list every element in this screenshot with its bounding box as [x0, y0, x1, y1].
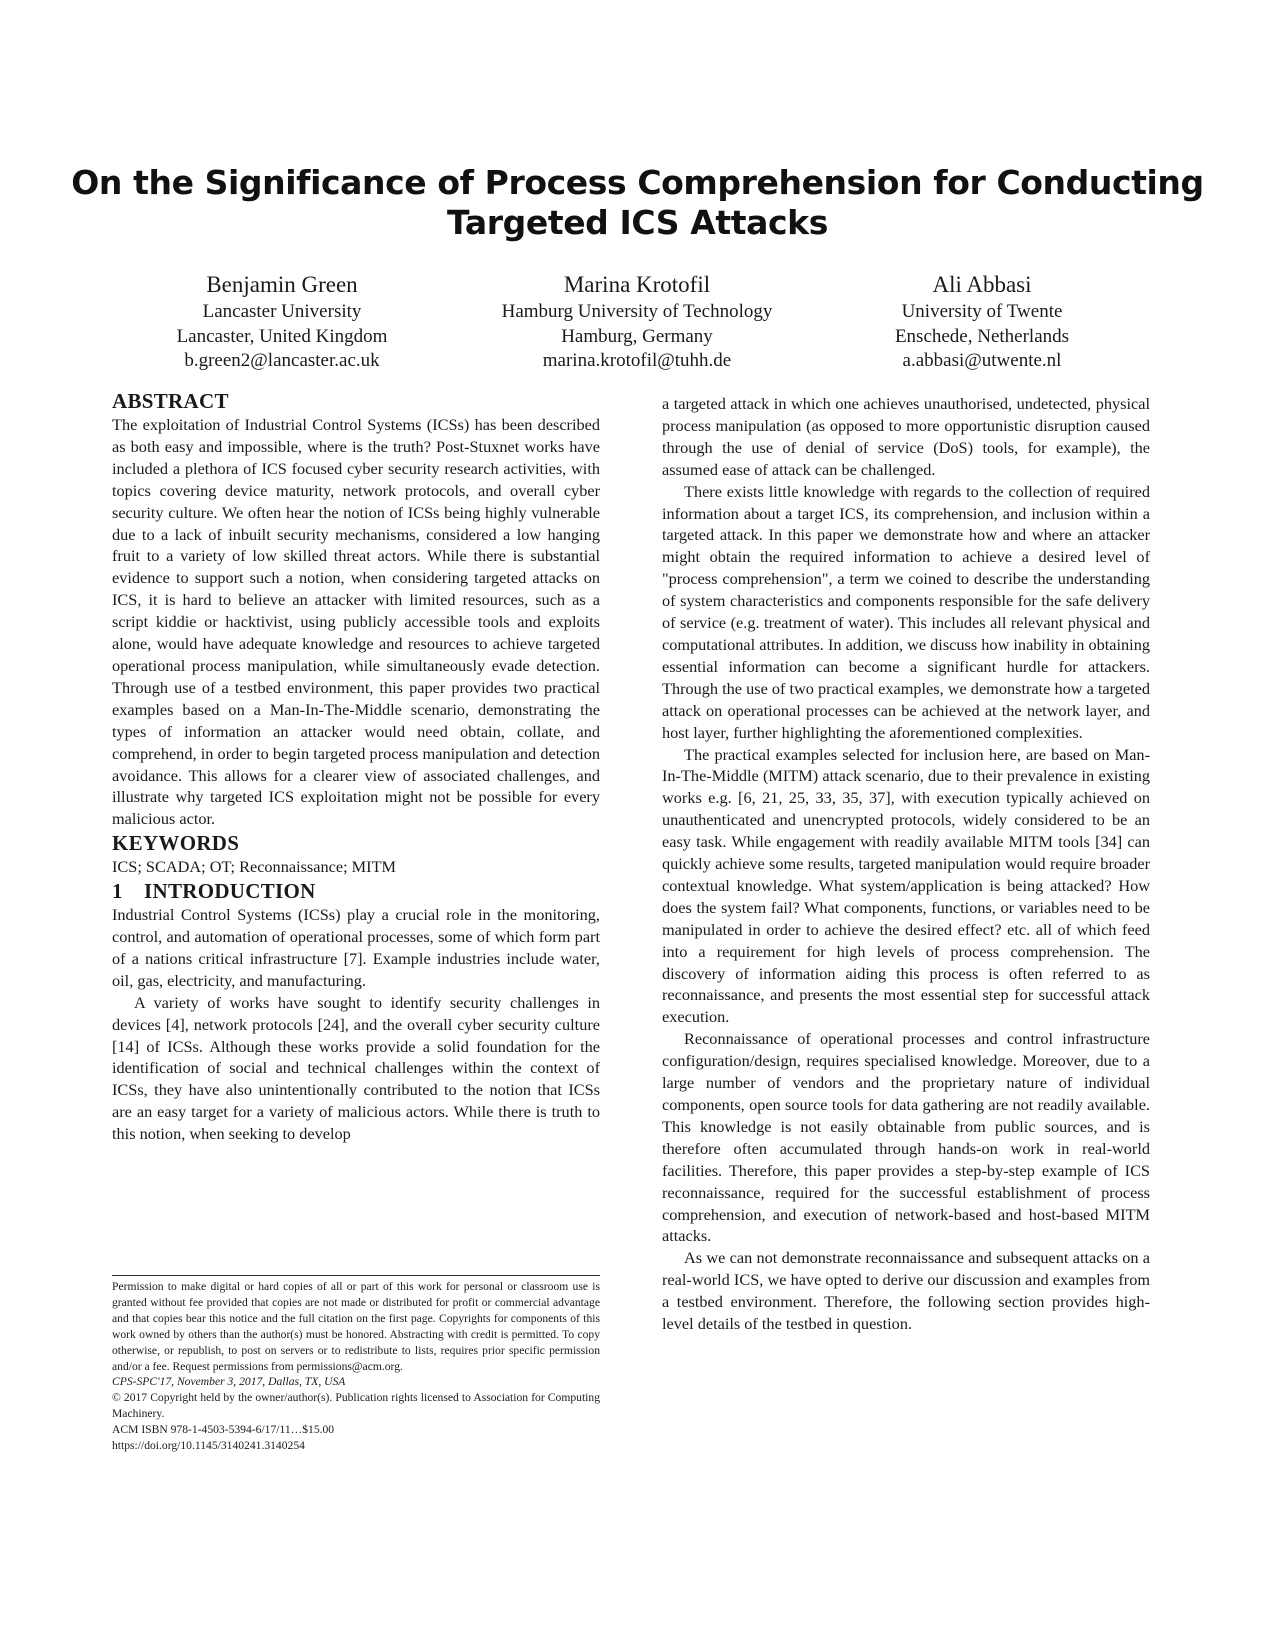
isbn: ACM ISBN 978-1-4503-5394-6/17/11…$15.00: [112, 1423, 335, 1437]
intro-paragraph: Industrial Control Systems (ICSs) play a crucial role in the monitoring, control, and automation of operational processes, some of which form part of a nations critical infrastructure [7]. Example industries include water, oil, gas, electricity, and manufacturing.: [112, 905, 600, 990]
section-number: 1: [112, 879, 123, 904]
author-affiliation: University of Twente: [901, 301, 1063, 322]
copyright-footnote: [112, 1275, 600, 1454]
author-location: Enschede, Netherlands: [894, 325, 1070, 347]
doi-link[interactable]: https://doi.org/10.1145/3140241.3140254: [112, 1439, 305, 1453]
abstract-heading: ABSTRACT: [112, 389, 229, 413]
paper-title: [0, 163, 1275, 243]
abstract-text: The exploitation of Industrial Control Systems (ICSs) has been described as both easy and impossible, where is the truth? Post-Stuxnet works have included a plethora of ICS focused cyber security research activities, with topics covering device maturity, network protocols, and overall cyber security culture. We often hear the notion of ICSs being highly vulnerable due to a lack of inbuilt security mechanisms, considered a low hanging fruit to a variety of low skilled threat actors. While there is substantial evidence to support such a notion, when considering targeted attacks on ICS, it is hard to believe an attacker with limited resources, such as a script kiddie or hacktivist, using publicly accessible tools and exploits alone, would have adequate knowledge and resources to achieve targeted operational process manipulation, while simultaneously evade detection. Through use of a testbed environment, this paper provides two practical examples based on a Man-In-The-Middle scenario, demonstrating the types of information an attacker would need obtain, collate, and comprehend, in order to begin targeted process manipulation and detection avoidance. This allows for a clearer view of associated challenges, and illustrate why targeted ICS exploitation might not be possible for every malicious actor.: [112, 415, 600, 829]
author-email: a.abbasi@utwente.nl: [902, 350, 1062, 371]
author-affiliation: Hamburg University of Technology: [501, 301, 773, 322]
keywords-text: ICS; SCADA; OT; Reconnaissance; MITM: [112, 857, 396, 877]
author-name: Marina Krotofil: [563, 272, 711, 297]
author-block-1: [82, 270, 482, 374]
section-title: INTRODUCTION: [144, 879, 316, 904]
title-line-1: On the Significance of Process Comprehension for Conducting: [71, 163, 1204, 202]
intro-paragraph: As we can not demonstrate reconnaissance and subsequent attacks on a real-world ICS, we have opted to derive our discussion and examples from a testbed environment. Therefore, the following section provides high-level details of the testbed in question.: [662, 1248, 1150, 1334]
intro-paragraph: Reconnaissance of operational processes and control infrastructure configuration/design, requires specialised knowledge. Moreover, due to a large number of vendors and the proprietary nature of individual components, open source tools for data gathering are not readily available. This knowledge is not easily obtainable from public sources, and is therefore often accumulated through hands-on work in real-world facilities. Therefore, this paper provides a step-by-step example of ICS reconnaissance, required for the successful establishment of process comprehension, and execution of network-based and host-based MITM attacks.: [662, 1029, 1150, 1246]
conference-info: CPS-SPC'17, November 3, 2017, Dallas, TX, USA: [112, 1375, 346, 1389]
author-block-3: [782, 270, 1182, 374]
author-email: b.green2@lancaster.ac.uk: [184, 350, 380, 371]
intro-paragraph: The practical examples selected for inclusion here, are based on Man-In-The-Middle (MITM) attack scenario, due to their prevalence in existing works e.g. [6, 21, 25, 33, 35, 37], with execution typically achieved on unauthenticated and unencrypted protocols, widely considered to be an easy task. While engagement with readily available MITM tools [34] can quickly achieve some results, targeted manipulation would require broader contextual knowledge. What system/application is being attacked? How does the system fail? What components, functions, or variables need to be manipulated in order to achieve the desired effect? etc. all of which feed into a requirement for high levels of process comprehension. The discovery of information aiding this process is often referred to as reconnaissance, and presents the most essential step for successful attack execution.: [662, 744, 1150, 1027]
author-location: Hamburg, Germany: [561, 325, 713, 347]
author-affiliation: Lancaster University: [202, 301, 362, 322]
intro-paragraph: There exists little knowledge with regards to the collection of required information about a target ICS, its comprehension, and inclusion within a targeted attack. In this paper we demonstrate how and where an attacker might obtain the required information to achieve a desired level of "process comprehension", a term we coined to describe the understanding of system characteristics and components responsible for the safe delivery of service (e.g. treatment of water). This includes all relevant physical and computational attributes. In addition, we discuss how inability in obtaining essential information can become a significant hurdle for attackers. Through the use of two practical examples, we demonstrate how a targeted attack on operational processes can be achieved at the network layer, and host layer, further highlighting the aforementioned complexities.: [662, 481, 1150, 742]
author-name: Benjamin Green: [206, 272, 358, 297]
title-line-2: Targeted ICS Attacks: [447, 203, 828, 242]
introduction-heading: [112, 878, 600, 904]
author-email: marina.krotofil@tuhh.de: [542, 350, 732, 371]
author-location: Lancaster, United Kingdom: [176, 325, 388, 347]
intro-paragraph: A variety of works have sought to identify security challenges in devices [4], network protocols [24], and the overall cyber security culture [14] of ICSs. Although these works provide a solid foundation for the identification of social and technical challenges within the context of ICSs, they have also unintentionally contributed to the notion that ICSs are an easy target for a variety of malicious actors. While there is truth to this notion, when seeking to develop: [112, 992, 600, 1144]
copyright-notice: © 2017 Copyright held by the owner/author(s). Publication rights licensed to Association for Computing Machinery.: [112, 1391, 600, 1421]
right-column: [662, 393, 1150, 1335]
author-block-2: [437, 270, 837, 374]
left-column: [112, 388, 600, 1145]
author-name: Ali Abbasi: [932, 272, 1032, 297]
permission-notice: Permission to make digital or hard copies of all or part of this work for personal or classroom use is granted without fee provided that copies are not made or distributed for profit or commercial advantage and that copies bear this notice and the full citation on the first page. Copyrights for components of this work owned by others than the author(s) must be honored. Abstracting with credit is permitted. To copy otherwise, or republish, to post on servers or to redistribute to lists, requires prior specific permission and/or a fee. Request permissions from permissions@acm.org.: [112, 1280, 600, 1373]
keywords-heading: KEYWORDS: [112, 831, 240, 856]
intro-paragraph: a targeted attack in which one achieves unauthorised, undetected, physical process manipulation (as opposed to more opportunistic disruption caused through the use of denial of service (DoS) tools, for example), the assumed ease of attack can be challenged.: [662, 394, 1150, 479]
